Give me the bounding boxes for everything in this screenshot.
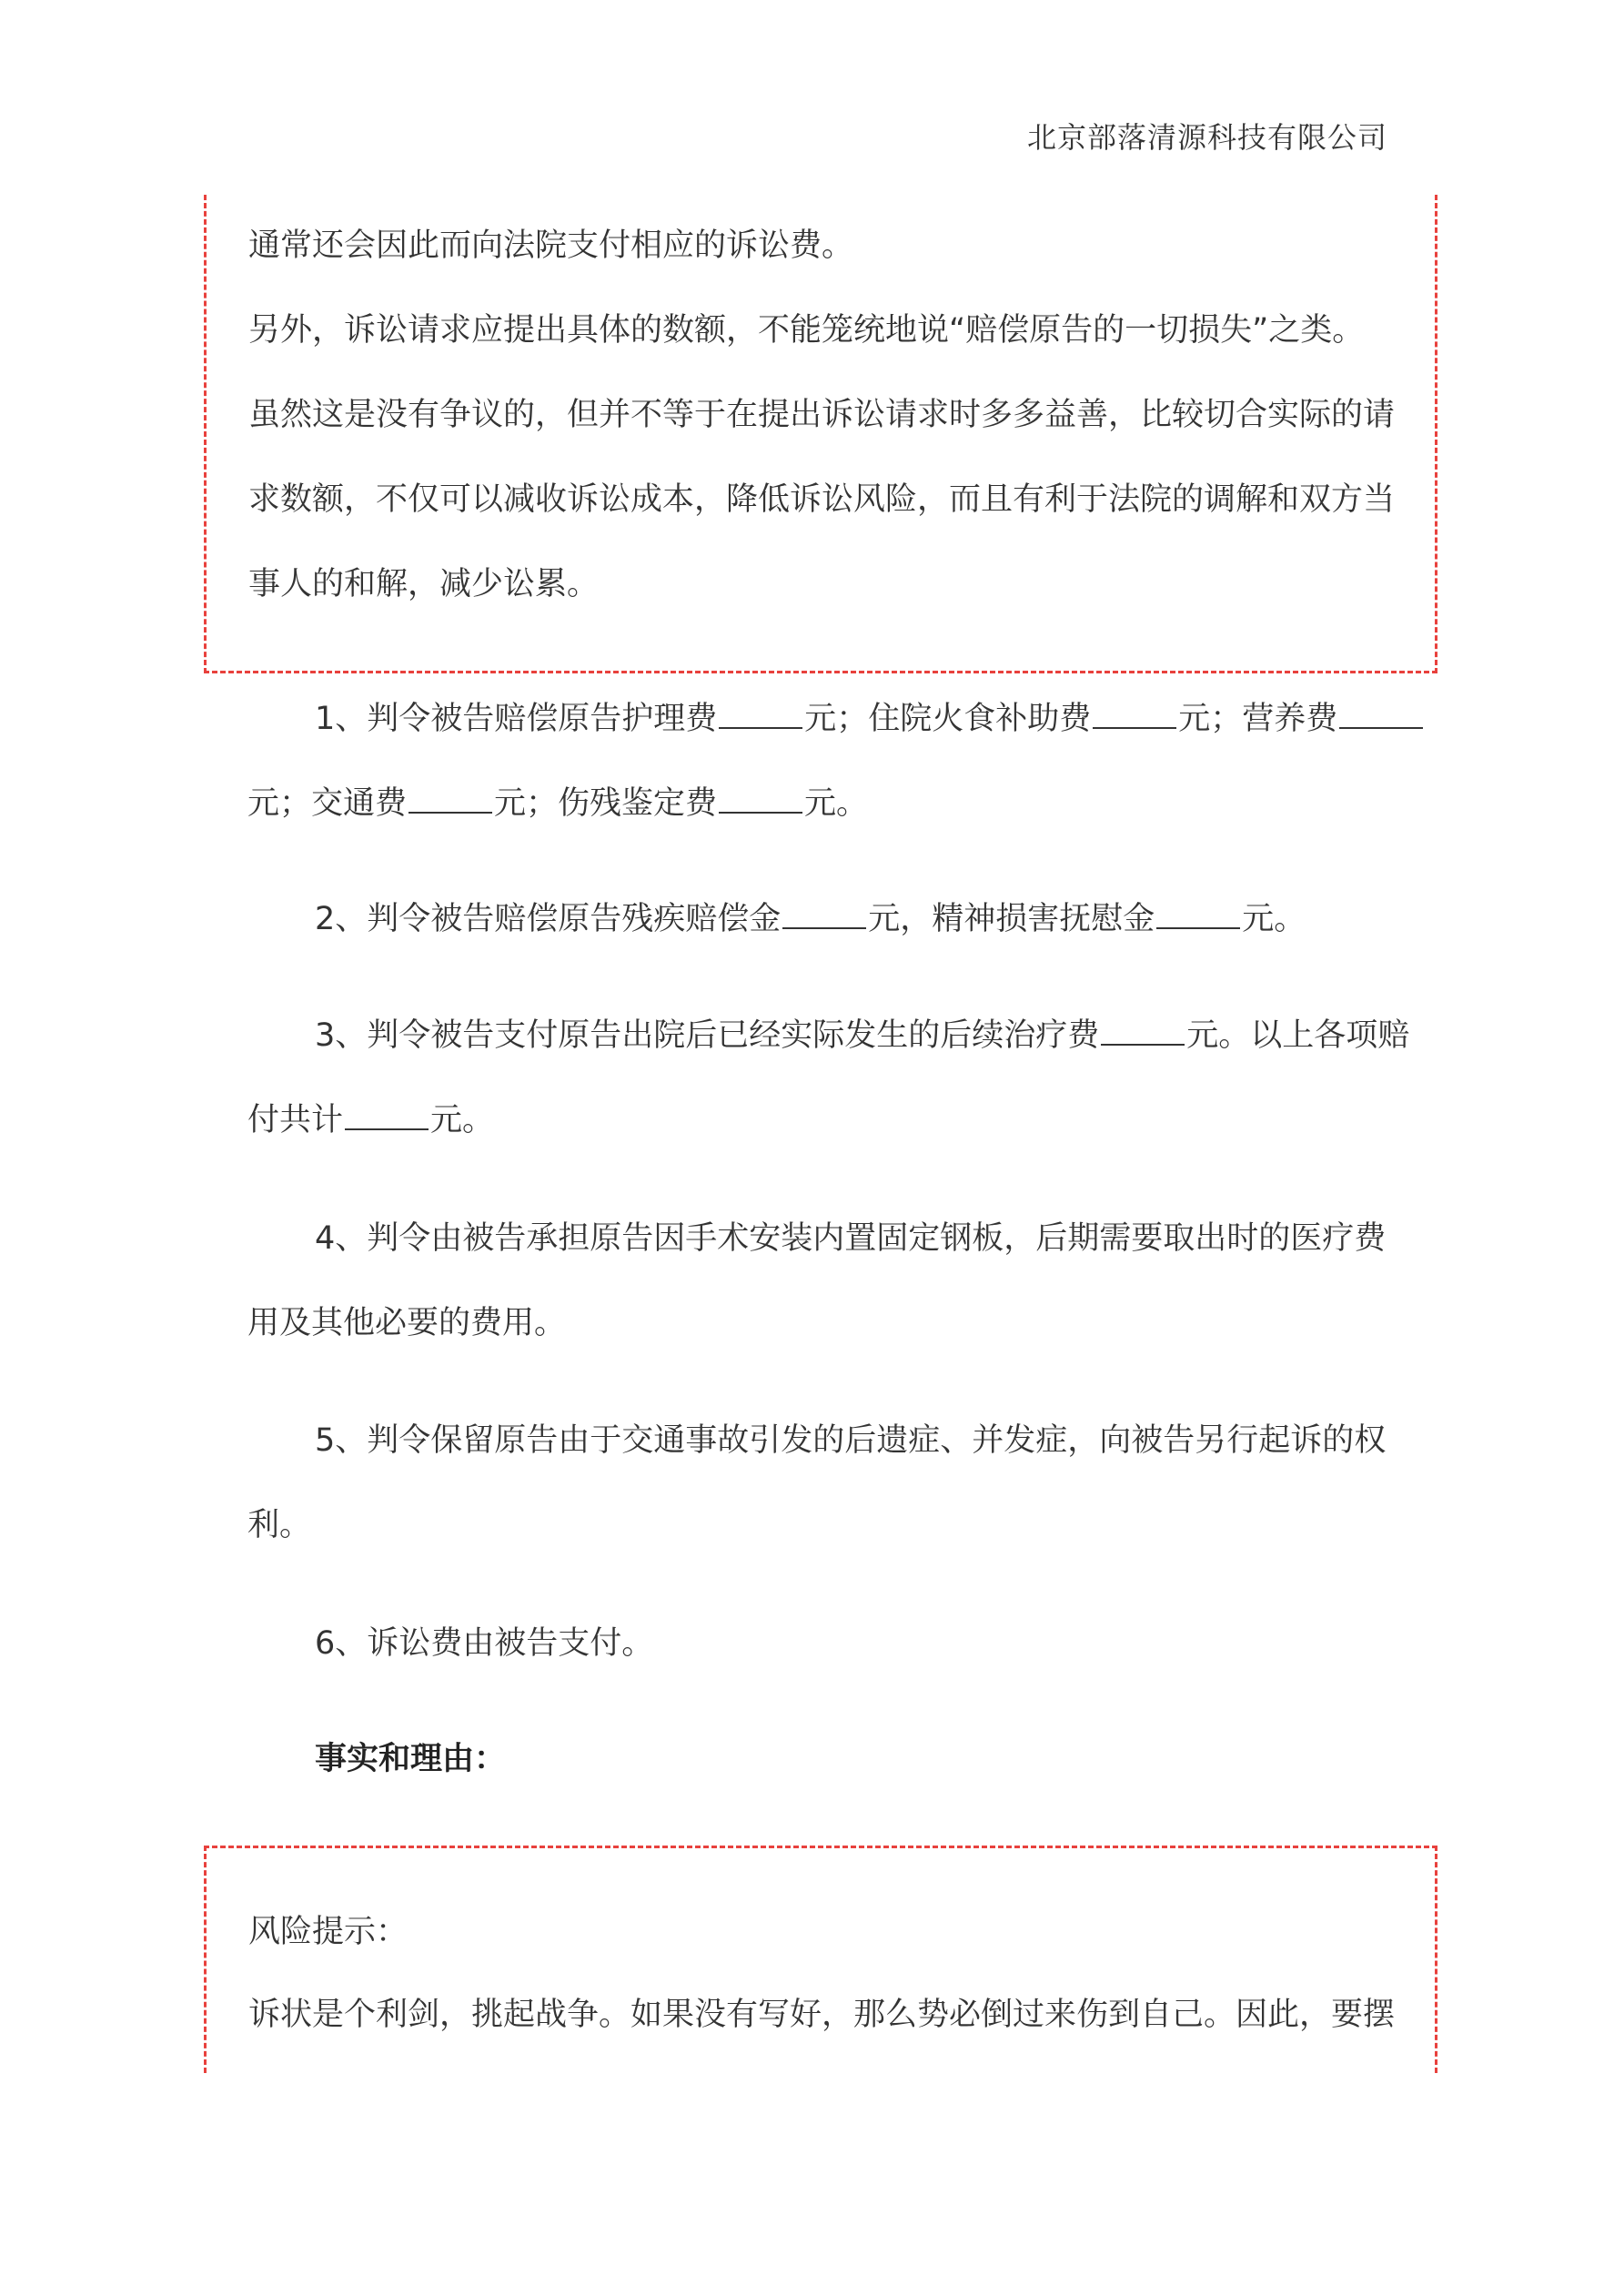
claim-text: 元，精神损害抚慰金 [868,901,1155,937]
box-text-line: 诉状是个利剑，挑起战争。如果没有写好，那么势必倒过来伤到自己。因此，要摆 [248,1997,1396,2033]
fill-blank [1101,1017,1185,1046]
fill-blank [719,784,802,814]
fill-blank [1339,700,1423,729]
box-text-line: 通常还会因此而向法院支付相应的诉讼费。 [248,228,854,264]
claim-text: 3、判令被告支付原告出院后已经实际发生的后续治疗费 [315,1017,1100,1054]
claim-1-line-1 [315,693,1425,739]
risk-note-box-top [204,195,1437,673]
claim-5-line-2: 利。 [247,1507,312,1543]
claim-text: 2、判令被告赔偿原告残疾赔偿金 [315,901,782,937]
fill-blank [345,1101,429,1130]
claim-text: 付共计 [247,1102,344,1138]
claim-3-line-2 [247,1095,494,1140]
claim-5-line-1: 5、判令保留原告由于交通事故引发的后遗症、并发症，向被告另行起诉的权 [315,1422,1387,1459]
fill-blank [1156,900,1240,929]
box-text-line: 虽然这是没有争议的，但并不等于在提出诉讼请求时多多益善，比较切合实际的请 [248,397,1396,433]
claim-text: 元；伤残鉴定费 [494,785,718,822]
claim-4-line-1: 4、判令由被告承担原告因手术安装内置固定钢板，后期需要取出时的医疗费 [315,1220,1387,1257]
claim-1-line-2 [247,778,868,824]
claim-text: 元。以上各项赔 [1186,1017,1410,1054]
claim-6: 6、诉讼费由被告支付。 [315,1625,654,1662]
claim-text: 元。 [430,1102,495,1138]
claim-text: 1、判令被告赔偿原告护理费 [315,701,718,737]
box-text-line: 风险提示： [248,1914,409,1950]
claim-2 [315,894,1306,939]
claim-text: 元；交通费 [247,785,408,822]
claim-text: 元。 [804,785,869,822]
claim-text: 元；营养费 [1178,701,1338,737]
header-company: 北京部落清源科技有限公司 [1026,120,1387,155]
claim-3-line-1 [315,1010,1409,1056]
box-text-line: 另外，诉讼请求应提出具体的数额，不能笼统地说“赔偿原告的一切损失”之类。 [248,312,1365,349]
claim-text: 元；住院火食补助费 [804,701,1092,737]
risk-note-box-bottom [204,1846,1437,2073]
section-heading: 事实和理由： [315,1741,507,1777]
claim-4-line-2: 用及其他必要的费用。 [247,1305,567,1341]
fill-blank [1093,700,1176,729]
claim-text: 元。 [1242,901,1306,937]
fill-blank [719,700,802,729]
box-text-line: 求数额，不仅可以减收诉讼成本，降低诉讼风险，而且有利于法院的调解和双方当 [248,481,1396,518]
fill-blank [782,900,866,929]
fill-blank [409,784,492,814]
box-text-line: 事人的和解，减少讼累。 [248,566,600,602]
